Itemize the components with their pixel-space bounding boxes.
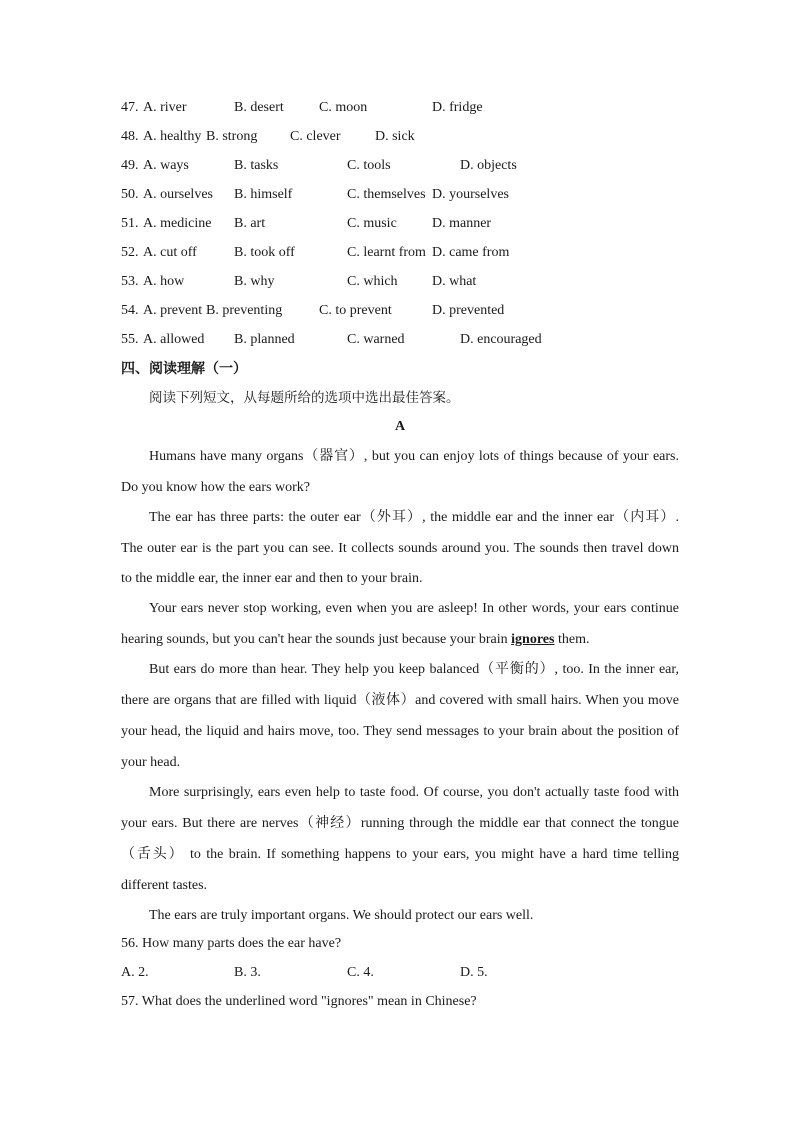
option-a: A. cut off [143, 245, 197, 260]
option-a: A. 2. [121, 965, 149, 980]
passage-line: （舌头） to the brain. If something happens to your ears, you might have a hard time telling [121, 847, 679, 862]
passage-line: More surprisingly, ears even help to taste food. Of course, you don't actually taste food with [149, 785, 679, 800]
option-b: B. strong [206, 129, 258, 144]
options-row-48 [0, 127, 800, 147]
passage-line: The ear has three parts: the outer ear（外耳）, the middle ear and the inner ear（内耳）. [149, 510, 679, 525]
option-d: D. sick [375, 129, 415, 144]
section-heading: 四、阅读理解（一） [121, 361, 247, 377]
option-d: D. objects [460, 158, 517, 173]
option-c: C. to prevent [319, 303, 392, 318]
question-56: 56. How many parts does the ear have? [121, 936, 342, 951]
passage-line: different tastes. [121, 878, 208, 893]
option-c: C. clever [290, 129, 341, 144]
options-row-55 [0, 330, 800, 350]
options-row-50 [0, 185, 800, 205]
option-b: B. took off [234, 245, 295, 260]
option-d: D. yourselves [432, 187, 509, 202]
option-c: C. music [347, 216, 397, 231]
option-a: A. healthy [143, 129, 202, 144]
passage-line: your head, the liquid and hairs move, too. They send messages to your brain about the position of [121, 724, 679, 739]
question-number: 53. [121, 274, 139, 289]
options-row-54 [0, 301, 800, 321]
options-row-47 [0, 98, 800, 118]
option-b: B. planned [234, 332, 295, 347]
option-a: A. prevent [143, 303, 203, 318]
options-row-51 [0, 214, 800, 234]
option-b: B. desert [234, 100, 284, 115]
options-row-52 [0, 243, 800, 263]
passage-line: The outer ear is the part you can see. It collects sounds around you. The sounds then travel down [121, 541, 679, 556]
question-number: 54. [121, 303, 139, 318]
question-number: 50. [121, 187, 139, 202]
option-c: C. which [347, 274, 398, 289]
option-d: D. manner [432, 216, 492, 231]
option-c: C. warned [347, 332, 405, 347]
option-c: C. moon [319, 100, 368, 115]
passage-line: your ears. But there are nerves（神经）running through the middle ear that connect the tongue [121, 816, 679, 831]
question-number: 51. [121, 216, 139, 231]
question-57: 57. What does the underlined word "ignores" mean in Chinese? [121, 994, 477, 1009]
option-d: D. encouraged [460, 332, 542, 347]
passage-line: your head. [121, 755, 181, 770]
question-number: 49. [121, 158, 139, 173]
passage-line: Humans have many organs（器官）, but you can enjoy lots of things because of your ears. [149, 449, 679, 464]
option-c: C. learnt from [347, 245, 426, 260]
option-b: B. art [234, 216, 266, 231]
option-d: D. 5. [460, 965, 488, 980]
passage-line: to the middle ear, the inner ear and then to your brain. [121, 571, 423, 586]
passage-text: them. [554, 632, 590, 647]
passage-line: The ears are truly important organs. We should protect our ears well. [149, 908, 534, 923]
option-d: D. fridge [432, 100, 483, 115]
question-number: 47. [121, 100, 139, 115]
options-row-56 [0, 963, 800, 983]
instruction-text: 阅读下列短文，从每题所给的选项中选出最佳答案。 [149, 390, 460, 406]
passage-line: But ears do more than hear. They help you keep balanced（平衡的）, too. In the inner ear, [149, 662, 679, 677]
options-row-49 [0, 156, 800, 176]
option-b: B. preventing [206, 303, 283, 318]
option-b: B. why [234, 274, 275, 289]
passage-line: there are organs that are filled with liquid（液体）and covered with small hairs. When you move [121, 693, 679, 708]
passage-title: A [394, 419, 406, 434]
option-b: B. 3. [234, 965, 261, 980]
option-a: A. medicine [143, 216, 212, 231]
passage-text: hearing sounds, but you can't hear the sounds just because your brain [121, 632, 512, 647]
underlined-word-ignores: ignores [511, 632, 555, 647]
option-d: D. what [432, 274, 477, 289]
question-number: 48. [121, 129, 139, 144]
option-b: B. tasks [234, 158, 279, 173]
option-d: D. prevented [432, 303, 505, 318]
option-c: C. themselves [347, 187, 426, 202]
question-number: 55. [121, 332, 139, 347]
option-b: B. himself [234, 187, 293, 202]
option-c: C. tools [347, 158, 391, 173]
option-a: A. allowed [143, 332, 205, 347]
option-a: A. river [143, 100, 187, 115]
option-a: A. ourselves [143, 187, 213, 202]
question-number: 52. [121, 245, 139, 260]
passage-line: Do you know how the ears work? [121, 480, 310, 495]
passage-line-with-underline [121, 630, 679, 650]
option-c: C. 4. [347, 965, 374, 980]
option-d: D. came from [432, 245, 510, 260]
option-a: A. ways [143, 158, 189, 173]
option-a: A. how [143, 274, 185, 289]
passage-line: Your ears never stop working, even when you are asleep! In other words, your ears continue [149, 601, 679, 616]
options-row-53 [0, 272, 800, 292]
